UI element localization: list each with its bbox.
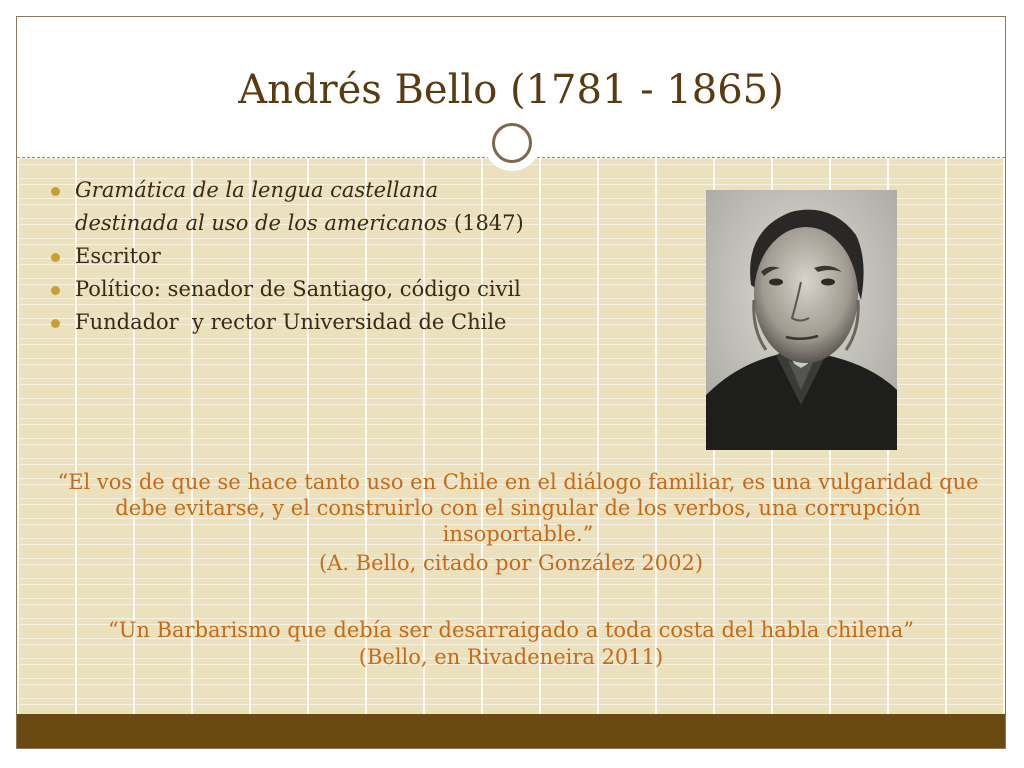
bullet-text: Fundador y rector Universidad de Chile (75, 310, 507, 334)
portrait-image (706, 190, 897, 450)
quote-barbarismo (17, 617, 1005, 671)
bullet-item-gramatica (47, 174, 524, 240)
quote-barbarismo-text: “Un Barbarismo que debía ser desarraigado a toda costa del habla chilena” (107, 618, 915, 642)
bullet-item-fundador (47, 306, 524, 339)
portrait-drawing (706, 190, 897, 450)
circle-ornament-icon (492, 123, 532, 163)
slide-frame (16, 16, 1006, 749)
bullet-text: Político: senador de Santiago, código civil (75, 277, 521, 301)
slide-title: Andrés Bello (1781 - 1865) (238, 67, 784, 113)
bullet-dot-icon (51, 187, 60, 196)
quote-vos: “El vos de que se hace tanto uso en Chile en el diálogo familiar, es una vulgaridad que debe evitarse, y el construirlo con el singular de los verbos, una corrupción insoportable.” (57, 470, 979, 546)
book-year: (1847) (447, 211, 524, 235)
bullet-item-escritor (47, 240, 524, 273)
citation-rivadeneira: (Bello, en Rivadeneira 2011) (358, 645, 664, 669)
bullet-item-politico (47, 273, 524, 306)
bullet-text: Escritor (75, 244, 161, 268)
bullet-list (47, 174, 524, 339)
citation-gonzalez: (A. Bello, citado por González 2002) (318, 551, 704, 575)
bullet-dot-icon (51, 286, 60, 295)
footer-bar (17, 714, 1005, 748)
bullet-dot-icon (51, 319, 60, 328)
book-title-line2: destinada al uso de los americanos (75, 211, 448, 235)
bullet-dot-icon (51, 253, 60, 262)
book-title-line1: Gramática de la lengua castellana (75, 178, 439, 202)
